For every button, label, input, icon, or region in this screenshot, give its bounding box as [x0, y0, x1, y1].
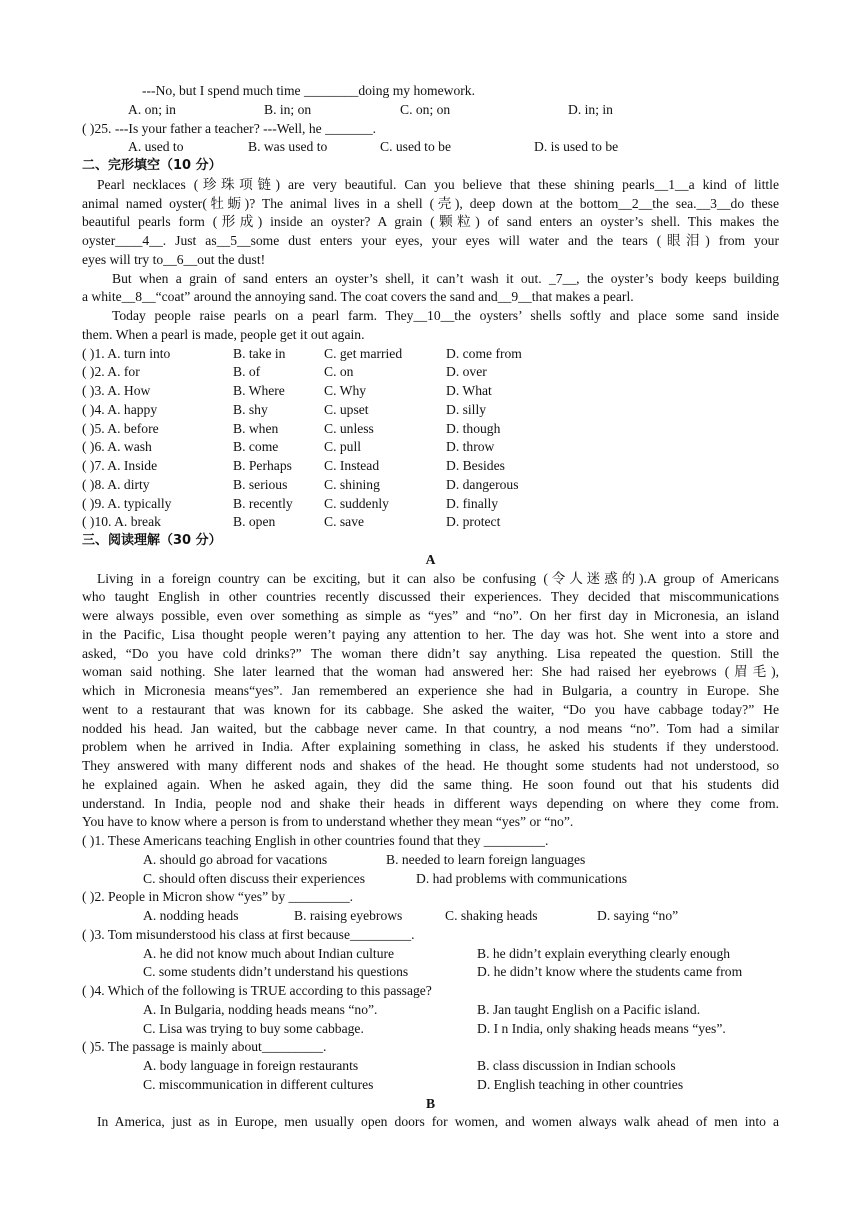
cloze-question — [82, 513, 779, 532]
question-option-c: C. pull — [324, 439, 362, 455]
option-d: D. is used to be — [534, 139, 619, 155]
question-option-b: B. Perhaps — [233, 458, 292, 473]
question-options — [82, 1020, 779, 1039]
option-a: A. nodding heads — [143, 908, 239, 923]
question-option-a: ( )8. A. dirty — [82, 476, 150, 492]
cloze-question — [82, 420, 779, 439]
question-option-c: C. shining — [324, 476, 380, 492]
cloze-questions — [82, 345, 779, 533]
option-b: B. in; on — [264, 101, 312, 117]
q25-options — [82, 138, 779, 157]
passage-line: which in Micronesia means“yes”. Jan remembered an experience she had in Bulgaria, a country in Europe. She — [82, 683, 779, 698]
option-d: D. he didn’t know where the students came from — [477, 964, 743, 980]
question-option-d: D. though — [446, 420, 501, 436]
cloze-question — [82, 476, 779, 495]
question-options — [82, 870, 779, 889]
question-stem: ( )3. Tom misunderstood his class at first because_________. — [82, 926, 415, 942]
option-d: D. had problems with communications — [416, 870, 628, 886]
question-option-a: ( )9. A. typically — [82, 495, 172, 511]
cloze-line: animal named oyster(牡蛎)? The animal lives in a shell (壳), deep down at the bottom__2__the sea.__3__do these — [82, 195, 779, 211]
option-c: C. should often discuss their experiences — [143, 870, 365, 886]
cloze-question — [82, 438, 779, 457]
option-c: C. on; on — [400, 101, 451, 117]
question-option-c: C. unless — [324, 420, 374, 436]
passage-line: went to a restaurant that was known for its cabbage. She asked the waiter, “Do you have cabbage today?” He — [82, 701, 779, 717]
option-d: D. in; in — [568, 101, 613, 117]
cloze-passage — [82, 176, 779, 345]
passage-line: They answered with many different nods and shakes of the head. He thought some students had not understood, so — [82, 758, 779, 773]
option-a: A. body language in foreign restaurants — [143, 1058, 359, 1073]
passage-line: woman said nothing. She later learned that the woman had answered her: She had raised her eyebrows (眉毛), — [82, 664, 779, 680]
q24-answer-line: ---No, but I spend much time ________doing my homework. — [142, 83, 476, 98]
passage-a — [82, 570, 779, 833]
option-b: B. raising eyebrows — [294, 908, 403, 923]
question-option-d: D. What — [446, 383, 492, 398]
passage-line: nodded his head. Jan waited, but the cabbage never came. In that country, a nod means “no”. Tom had a similar — [82, 720, 779, 736]
passage-line: problem when he arrived in India. After explaining something in class, he asked his students if they understood. — [82, 739, 779, 755]
cloze-question — [82, 363, 779, 382]
section-a-label: A — [425, 551, 436, 567]
question-options — [82, 1001, 779, 1020]
question-option-b: B. Where — [233, 383, 285, 398]
cloze-line: a white__8__“coat” around the annoying sand. The coat covers the sand and__9__that makes a pearl. — [82, 289, 634, 305]
question-option-d: D. silly — [446, 401, 487, 417]
option-b: B. was used to — [248, 139, 328, 155]
question-option-c: C. Why — [324, 383, 367, 398]
cloze-heading: 二、完形填空（10 分） — [82, 158, 222, 173]
option-c: C. used to be — [380, 139, 451, 155]
option-a: A. he did not know much about Indian culture — [143, 945, 395, 961]
question-option-b: B. come — [233, 439, 279, 455]
reading-heading: 三、阅读理解（30 分） — [82, 533, 222, 548]
passage-line: Living in a foreign country can be exciting, but it can also be confusing (令人迷惑的).A group of Americans — [97, 570, 779, 586]
option-b: B. Jan taught English on a Pacific island. — [477, 1001, 701, 1017]
cloze-question — [82, 457, 779, 476]
option-b: B. class discussion in Indian schools — [477, 1058, 676, 1073]
question-options — [82, 1057, 779, 1076]
question-option-c: C. get married — [324, 345, 403, 361]
question-option-d: D. come from — [446, 345, 522, 361]
cloze-question — [82, 382, 779, 401]
option-a: A. should go abroad for vacations — [143, 851, 328, 867]
question-option-a: ( )4. A. happy — [82, 401, 158, 417]
question-option-a: ( )6. A. wash — [82, 439, 152, 455]
section-b-label: B — [425, 1095, 436, 1111]
passage-line: You have to know where a person is from to understand whether they mean “yes” or “no”. — [82, 814, 574, 830]
q25-stem: ( )25. ---Is your father a teacher? ---Well, he _______. — [82, 120, 377, 136]
question-stem: ( )4. Which of the following is TRUE according to this passage? — [82, 983, 432, 998]
question-option-b: B. open — [233, 514, 276, 530]
question-option-c: C. Instead — [324, 458, 380, 473]
passage-line: were always possible, even over something as simple as “yes” and “no”. On her first day in Micronesia, an island — [82, 608, 779, 623]
option-a: A. on; in — [128, 101, 176, 117]
question-option-b: B. take in — [233, 345, 286, 361]
question-stem: ( )1. These Americans teaching English in other countries found that they _________. — [82, 833, 549, 848]
option-c: C. miscommunication in different cultures — [143, 1076, 374, 1092]
cloze-line: them. When a pearl is made, people get it out again. — [82, 326, 365, 342]
cloze-line: oyster____4__. Just as__5__some dust enters your eyes, your eyes will water and the tears (眼泪) from your — [82, 233, 779, 248]
q24-options — [82, 101, 779, 120]
question-option-a: ( )10. A. break — [82, 514, 161, 530]
question-option-a: ( )3. A. How — [82, 383, 151, 398]
option-b: B. he didn’t explain everything clearly enough — [477, 945, 731, 961]
question-option-c: C. suddenly — [324, 495, 389, 511]
question-option-d: D. throw — [446, 439, 495, 455]
question-stem: ( )2. People in Micron show “yes” by _________. — [82, 889, 354, 905]
question-option-d: D. dangerous — [446, 476, 519, 492]
question-option-d: D. protect — [446, 514, 501, 530]
passage-line: In America, just as in Europe, men usually open doors for women, and women always walk ahead of men into a — [97, 1114, 779, 1130]
option-d: D. English teaching in other countries — [477, 1076, 684, 1092]
passage-line: in the Pacific, Lisa thought people weren’t paying any attention to her. The day was hot. She went into a store and — [82, 626, 779, 642]
question-stem: ( )5. The passage is mainly about_________. — [82, 1039, 327, 1055]
passage-b — [82, 1113, 779, 1132]
cloze-line: Today people raise pearls on a pearl farm. They__10__the oysters’ shells softly and place some sand inside — [112, 308, 779, 323]
question-option-b: B. when — [233, 420, 279, 436]
option-d: D. saying “no” — [597, 908, 679, 923]
cloze-question — [82, 495, 779, 514]
option-d: D. I n India, only shaking heads means “yes”. — [477, 1020, 726, 1036]
cloze-line: beautiful pearls form (形成) inside an oyster? A grain (颗粒) of sand enters an oyster’s shell. This makes the — [82, 214, 779, 230]
question-option-b: B. of — [233, 364, 261, 380]
questions-a — [82, 832, 779, 1095]
cloze-line: eyes will try to__6__out the dust! — [82, 251, 266, 267]
option-c: C. some students didn’t understand his questions — [143, 964, 409, 980]
passage-line: understand. In India, people nod and shake their heads in different ways depending on where they come from. — [82, 795, 779, 811]
question-option-c: C. save — [324, 514, 365, 530]
question-option-a: ( )7. A. Inside — [82, 458, 158, 473]
option-b: B. needed to learn foreign languages — [386, 851, 586, 867]
passage-line: he explained again. When he asked again, they did the same thing. He soon found out that his students did — [82, 776, 779, 792]
question-option-d: D. finally — [446, 495, 499, 511]
passage-line: asked, “Do you have cold drinks?” The woman there didn’t say anything. Lisa repeated the question. Still the — [82, 645, 779, 661]
question-options — [82, 963, 779, 982]
question-option-b: B. shy — [233, 401, 268, 417]
option-c: C. Lisa was trying to buy some cabbage. — [143, 1020, 364, 1036]
question-option-d: D. over — [446, 364, 487, 380]
option-c: C. shaking heads — [445, 908, 538, 923]
question-options — [82, 945, 779, 964]
passage-line: who taught English in other countries recently discussed their experiences. They decided that miscommunications — [82, 589, 779, 605]
question-options — [82, 907, 779, 926]
question-option-a: ( )1. A. turn into — [82, 345, 171, 361]
cloze-question — [82, 401, 779, 420]
question-option-c: C. on — [324, 364, 354, 380]
question-options — [82, 1076, 779, 1095]
option-a: A. used to — [128, 139, 184, 155]
cloze-line: But when a grain of sand enters an oyster’s shell, it can’t wash it out. _7__, the oyster’s body keeps building — [112, 270, 779, 286]
question-option-b: B. serious — [233, 476, 288, 492]
option-a: A. In Bulgaria, nodding heads means “no”. — [143, 1001, 378, 1017]
cloze-question — [82, 345, 779, 364]
question-option-a: ( )5. A. before — [82, 420, 159, 436]
question-options — [82, 851, 779, 870]
cloze-line: Pearl necklaces (珍珠项链) are very beautiful. Can you believe that these shining pearls__1__a kind of little — [97, 176, 779, 192]
question-option-d: D. Besides — [446, 458, 505, 473]
question-option-b: B. recently — [233, 495, 293, 511]
question-option-a: ( )2. A. for — [82, 364, 140, 380]
question-option-c: C. upset — [324, 401, 369, 417]
